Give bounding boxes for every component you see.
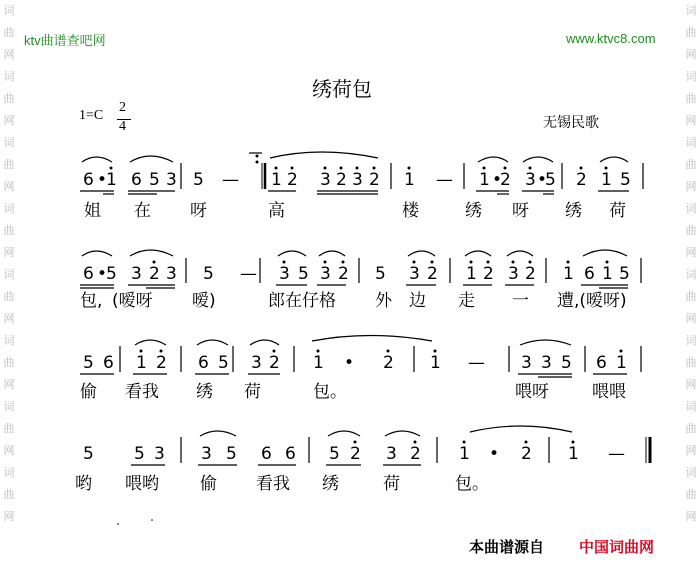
lyric: 绣 — [322, 474, 339, 494]
dot-mark: • — [537, 170, 548, 190]
lyric: 绣 — [196, 382, 213, 402]
lyric: 楼 — [402, 201, 419, 221]
repeat-dot — [256, 155, 259, 158]
lyric: 嗳) — [192, 291, 216, 311]
watermark-char: 曲 — [3, 422, 15, 435]
watermark-char: 网 — [3, 378, 15, 391]
note: 1 — [271, 170, 282, 190]
lyric: 喂喂 — [592, 382, 626, 402]
slur — [507, 251, 533, 256]
lyric: 看我 — [125, 382, 159, 402]
note: 5 — [83, 444, 94, 464]
note: 1 — [430, 353, 441, 373]
octave-dot — [580, 167, 583, 170]
watermark-site-left: ktv曲谱查吧网 — [24, 33, 106, 48]
lyric: 偷 — [80, 382, 97, 402]
lyric: 高 — [268, 201, 285, 221]
watermark-char: 曲 — [685, 158, 697, 171]
watermark-char: 词 — [685, 268, 697, 281]
watermark-char: 网 — [3, 180, 15, 193]
footer-source-site: 中国词曲网 — [579, 538, 655, 556]
dot-mark: • — [489, 444, 500, 464]
slur — [278, 251, 306, 256]
octave-dot — [273, 350, 276, 353]
dot-mark: • — [97, 264, 108, 284]
note: 3 — [525, 170, 536, 190]
octave-dot — [160, 350, 163, 353]
stray-mark — [151, 519, 153, 521]
watermark-char: 曲 — [685, 290, 697, 303]
slur — [328, 431, 360, 436]
watermark-char: 词 — [685, 202, 697, 215]
note: 3 — [279, 264, 290, 284]
watermark-char: 词 — [685, 70, 697, 83]
note: 3 — [386, 444, 397, 464]
note: 2 — [521, 444, 532, 464]
sustain-dash: — — [222, 170, 239, 190]
slur — [478, 157, 508, 162]
watermark-char: 曲 — [685, 488, 697, 501]
watermark-char: 词 — [3, 400, 15, 413]
lyric: 荷 — [383, 474, 400, 494]
watermark-char: 曲 — [685, 422, 697, 435]
slur — [270, 152, 378, 158]
lyric: 包。 — [455, 474, 489, 494]
note: 5 — [106, 264, 117, 284]
watermark-char: 网 — [685, 114, 697, 127]
note: 2 — [269, 353, 280, 373]
note: 6 — [261, 444, 272, 464]
octave-dot — [606, 261, 609, 264]
note: 3 — [409, 264, 420, 284]
notes-layer — [83, 167, 631, 465]
octave-dot — [431, 261, 434, 264]
lyric: 偷 — [200, 474, 217, 494]
dot-mark: • — [492, 170, 503, 190]
octave-dot — [470, 261, 473, 264]
octave-dot — [408, 167, 411, 170]
note: 3 — [251, 353, 262, 373]
lyric: 在 — [134, 201, 151, 221]
watermark-char: 曲 — [3, 356, 15, 369]
octave-dot — [275, 167, 278, 170]
octave-dot — [317, 350, 320, 353]
sustain-dash: — — [240, 264, 257, 284]
slur — [197, 340, 228, 345]
slur — [523, 157, 553, 162]
sustain-dash: — — [436, 170, 453, 190]
octave-dot — [463, 441, 466, 444]
note: 2 — [410, 444, 421, 464]
note: 6 — [584, 264, 595, 284]
slur — [583, 250, 627, 256]
slur — [82, 251, 112, 256]
song-title: 绣荷包 — [312, 77, 372, 101]
watermark-char: 曲 — [685, 356, 697, 369]
octave-dot — [342, 261, 345, 264]
note: 6 — [103, 353, 114, 373]
note: 1 — [568, 444, 579, 464]
watermark-char: 曲 — [685, 26, 697, 39]
note: 2 — [525, 264, 536, 284]
time-signature-bottom: 4 — [119, 119, 126, 134]
slur — [82, 157, 112, 162]
lyric: 一 — [512, 291, 529, 311]
lyric: 荷 — [609, 201, 626, 221]
watermark-char: 曲 — [685, 224, 697, 237]
watermark-char: 曲 — [3, 488, 15, 501]
octave-dot — [153, 261, 156, 264]
note: 5 — [193, 170, 204, 190]
watermark-char: 词 — [3, 466, 15, 479]
note: 2 — [287, 170, 298, 190]
lyric: 喂哟 — [125, 474, 159, 494]
octave-dot — [512, 261, 515, 264]
watermark-char: 词 — [685, 334, 697, 347]
watermark-char: 曲 — [3, 158, 15, 171]
octave-dot — [483, 167, 486, 170]
watermark-char: 网 — [685, 510, 697, 523]
octave-dot — [283, 261, 286, 264]
slur — [130, 250, 173, 256]
watermark-char: 曲 — [3, 26, 15, 39]
slur — [408, 251, 435, 256]
lyric: 包, — [80, 291, 103, 311]
note: 3 — [154, 444, 165, 464]
lyric: 看我 — [256, 474, 290, 494]
watermark-char: 词 — [3, 70, 15, 83]
note: 1 — [601, 170, 612, 190]
watermark-char: 网 — [685, 444, 697, 457]
watermark-char: 网 — [3, 246, 15, 259]
lyric: 包。 — [313, 382, 347, 402]
octave-dot — [414, 441, 417, 444]
lyric: 走 — [458, 291, 475, 311]
octave-dot — [140, 350, 143, 353]
watermark-char: 词 — [3, 334, 15, 347]
lyric: 郎在仔格 — [268, 291, 336, 311]
octave-dot — [324, 167, 327, 170]
watermark-char: 曲 — [685, 92, 697, 105]
note: 5 — [218, 353, 229, 373]
note: 1 — [479, 170, 490, 190]
watermark-char: 曲 — [3, 224, 15, 237]
watermark-char: 网 — [685, 378, 697, 391]
slur — [470, 426, 572, 432]
note: 3 — [201, 444, 212, 464]
note: 1 — [459, 444, 470, 464]
octave-dot — [572, 441, 575, 444]
key-signature: 1=C — [79, 108, 104, 123]
dot-mark: • — [97, 170, 108, 190]
octave-dot — [291, 167, 294, 170]
octave-dot — [110, 167, 113, 170]
note: 5 — [203, 264, 214, 284]
slur — [312, 336, 432, 342]
note: 1 — [404, 170, 415, 190]
octave-dot — [354, 441, 357, 444]
sustain-dash: — — [468, 353, 485, 373]
slur — [200, 431, 236, 436]
watermark-char: 网 — [685, 48, 697, 61]
note: 2 — [427, 264, 438, 284]
lyric: 边 — [409, 291, 426, 311]
footer-source-label: 本曲谱源自 — [469, 538, 545, 556]
note: 5 — [620, 170, 631, 190]
note: 1 — [106, 170, 117, 190]
note: 3 — [541, 353, 552, 373]
octave-dot — [373, 167, 376, 170]
note: 3 — [320, 170, 331, 190]
note: 1 — [136, 353, 147, 373]
note: 2 — [576, 170, 587, 190]
watermark-site-right: www.ktvc8.com — [566, 31, 656, 46]
note: 3 — [131, 264, 142, 284]
octave-dot — [324, 261, 327, 264]
note: 3 — [352, 170, 363, 190]
note: 3 — [508, 264, 519, 284]
note: 1 — [602, 264, 613, 284]
note: 6 — [198, 353, 209, 373]
note: 5 — [619, 264, 630, 284]
octave-dot — [413, 261, 416, 264]
watermark-char: 网 — [3, 114, 15, 127]
octave-dot — [504, 167, 507, 170]
watermark-char: 词 — [3, 268, 15, 281]
note: 5 — [298, 264, 309, 284]
watermark-char: 网 — [685, 312, 697, 325]
lyric: 绣 — [465, 201, 482, 221]
slur — [600, 157, 628, 162]
note: 2 — [156, 353, 167, 373]
watermark-char: 曲 — [3, 290, 15, 303]
note: 5 — [375, 264, 386, 284]
octave-dot — [387, 350, 390, 353]
octave-dot — [620, 350, 623, 353]
watermark-char: 词 — [3, 136, 15, 149]
repeat-dot — [256, 161, 259, 164]
slur — [135, 340, 166, 345]
slur — [520, 340, 571, 345]
octave-dot — [487, 261, 490, 264]
slur — [250, 340, 279, 345]
watermark-char: 网 — [3, 444, 15, 457]
note: 6 — [596, 353, 607, 373]
dot-mark: • — [344, 353, 355, 373]
note: 5 — [545, 170, 556, 190]
stray-mark — [117, 523, 119, 525]
note: 6 — [285, 444, 296, 464]
lyric: 外 — [375, 291, 392, 311]
note: 3 — [521, 353, 532, 373]
note: 6 — [131, 170, 142, 190]
note: 3 — [166, 170, 177, 190]
octave-dot — [529, 167, 532, 170]
note: 6 — [83, 170, 94, 190]
octave-dot — [356, 167, 359, 170]
lyric: 遭,(嗳呀) — [557, 291, 627, 311]
note: 5 — [83, 353, 94, 373]
watermark-char: 网 — [3, 510, 15, 523]
slur — [385, 431, 420, 436]
note: 2 — [500, 170, 511, 190]
note: 5 — [561, 353, 572, 373]
note: 1 — [466, 264, 477, 284]
note: 5 — [149, 170, 160, 190]
note: 3 — [166, 264, 177, 284]
watermark-char: 词 — [685, 136, 697, 149]
watermark-char: 网 — [685, 246, 697, 259]
lyric: 哟 — [75, 474, 92, 494]
lyric: 喂呀 — [515, 382, 549, 402]
note: 5 — [329, 444, 340, 464]
lyric: (嗳呀 — [112, 291, 153, 311]
note: 1 — [313, 353, 324, 373]
note: 3 — [320, 264, 331, 284]
slur — [130, 156, 173, 162]
watermark-char: 词 — [685, 4, 697, 17]
sustain-dash: — — [608, 444, 625, 464]
watermark-char: 词 — [3, 4, 15, 17]
lyric: 呀 — [190, 201, 207, 221]
lyric: 姐 — [84, 201, 101, 221]
time-signature-top: 2 — [119, 100, 126, 115]
note: 6 — [83, 264, 94, 284]
lyric: 荷 — [244, 382, 261, 402]
note: 1 — [616, 353, 627, 373]
note: 2 — [369, 170, 380, 190]
watermark-char: 网 — [3, 48, 15, 61]
octave-dot — [434, 350, 437, 353]
watermark-char: 网 — [3, 312, 15, 325]
slur — [319, 251, 345, 256]
lyric: 绣 — [565, 201, 582, 221]
watermark-char: 曲 — [3, 92, 15, 105]
note: 2 — [149, 264, 160, 284]
lyric: 呀 — [512, 201, 529, 221]
watermark-char: 词 — [3, 202, 15, 215]
song-credit: 无锡民歌 — [543, 115, 599, 131]
octave-dot — [529, 261, 532, 264]
note: 2 — [350, 444, 361, 464]
octave-dot — [525, 441, 528, 444]
slur — [465, 251, 491, 256]
note: 1 — [563, 264, 574, 284]
octave-dot — [340, 167, 343, 170]
note: 2 — [336, 170, 347, 190]
note: 5 — [226, 444, 237, 464]
note: 2 — [338, 264, 349, 284]
octave-dot — [567, 261, 570, 264]
note: 2 — [483, 264, 494, 284]
octave-dot — [605, 167, 608, 170]
watermark-char: 词 — [685, 466, 697, 479]
watermark-char: 词 — [685, 400, 697, 413]
watermark-char: 网 — [685, 180, 697, 193]
note: 2 — [383, 353, 394, 373]
note: 5 — [134, 444, 145, 464]
